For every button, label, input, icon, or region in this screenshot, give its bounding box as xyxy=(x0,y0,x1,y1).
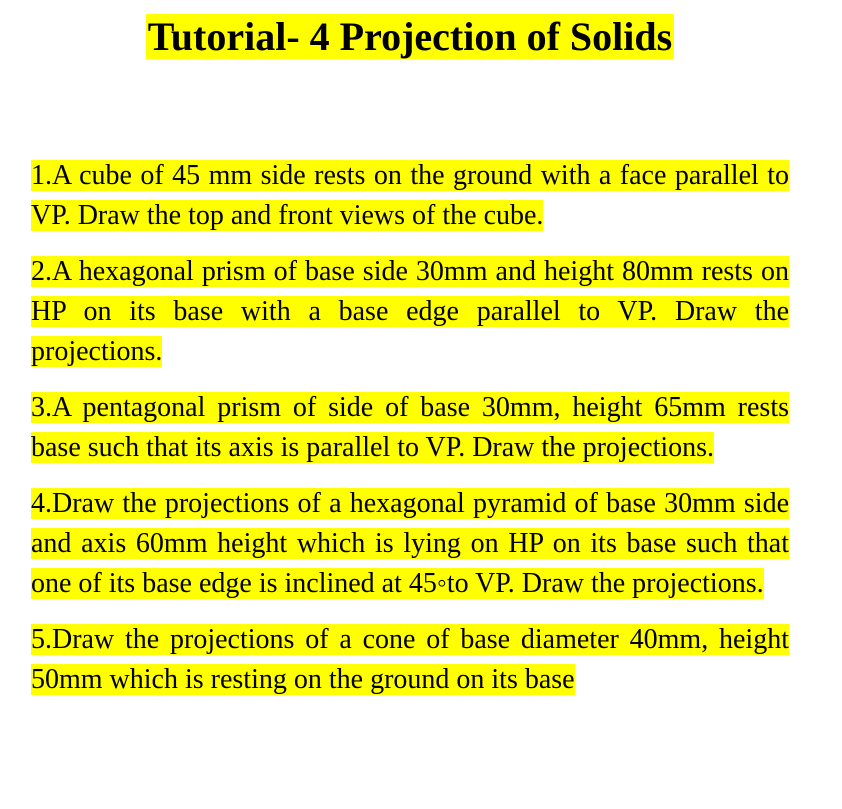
question-2 xyxy=(31,252,789,372)
question-text: 2.A hexagonal prism of base side 30mm and height 80mm rests on HP on its base with a base edge parallel to VP. Draw the projections. xyxy=(31,256,789,367)
question-3 xyxy=(31,388,789,468)
question-text: 5.Draw the projections of a cone of base diameter 40mm, height 50mm which is resting on the ground on its base xyxy=(31,624,789,695)
question-5 xyxy=(31,620,789,700)
question-list xyxy=(31,156,789,716)
question-text: 4.Draw the projections of a hexagonal pyramid of base 30mm side and axis 60mm height which is lying on HP on its base such that one of its base edge is inclined at 45◦to VP. Draw the projections. xyxy=(31,488,789,599)
question-text: 3.A pentagonal prism of side of base 30mm, height 65mm rests base such that its axis is parallel to VP. Draw the projections. xyxy=(31,392,789,463)
question-4 xyxy=(31,484,789,604)
title-container xyxy=(0,12,820,62)
question-text: 1.A cube of 45 mm side rests on the ground with a face parallel to VP. Draw the top and front views of the cube. xyxy=(31,160,789,231)
question-1 xyxy=(31,156,789,236)
page-title: Tutorial- 4 Projection of Solids xyxy=(147,14,673,59)
